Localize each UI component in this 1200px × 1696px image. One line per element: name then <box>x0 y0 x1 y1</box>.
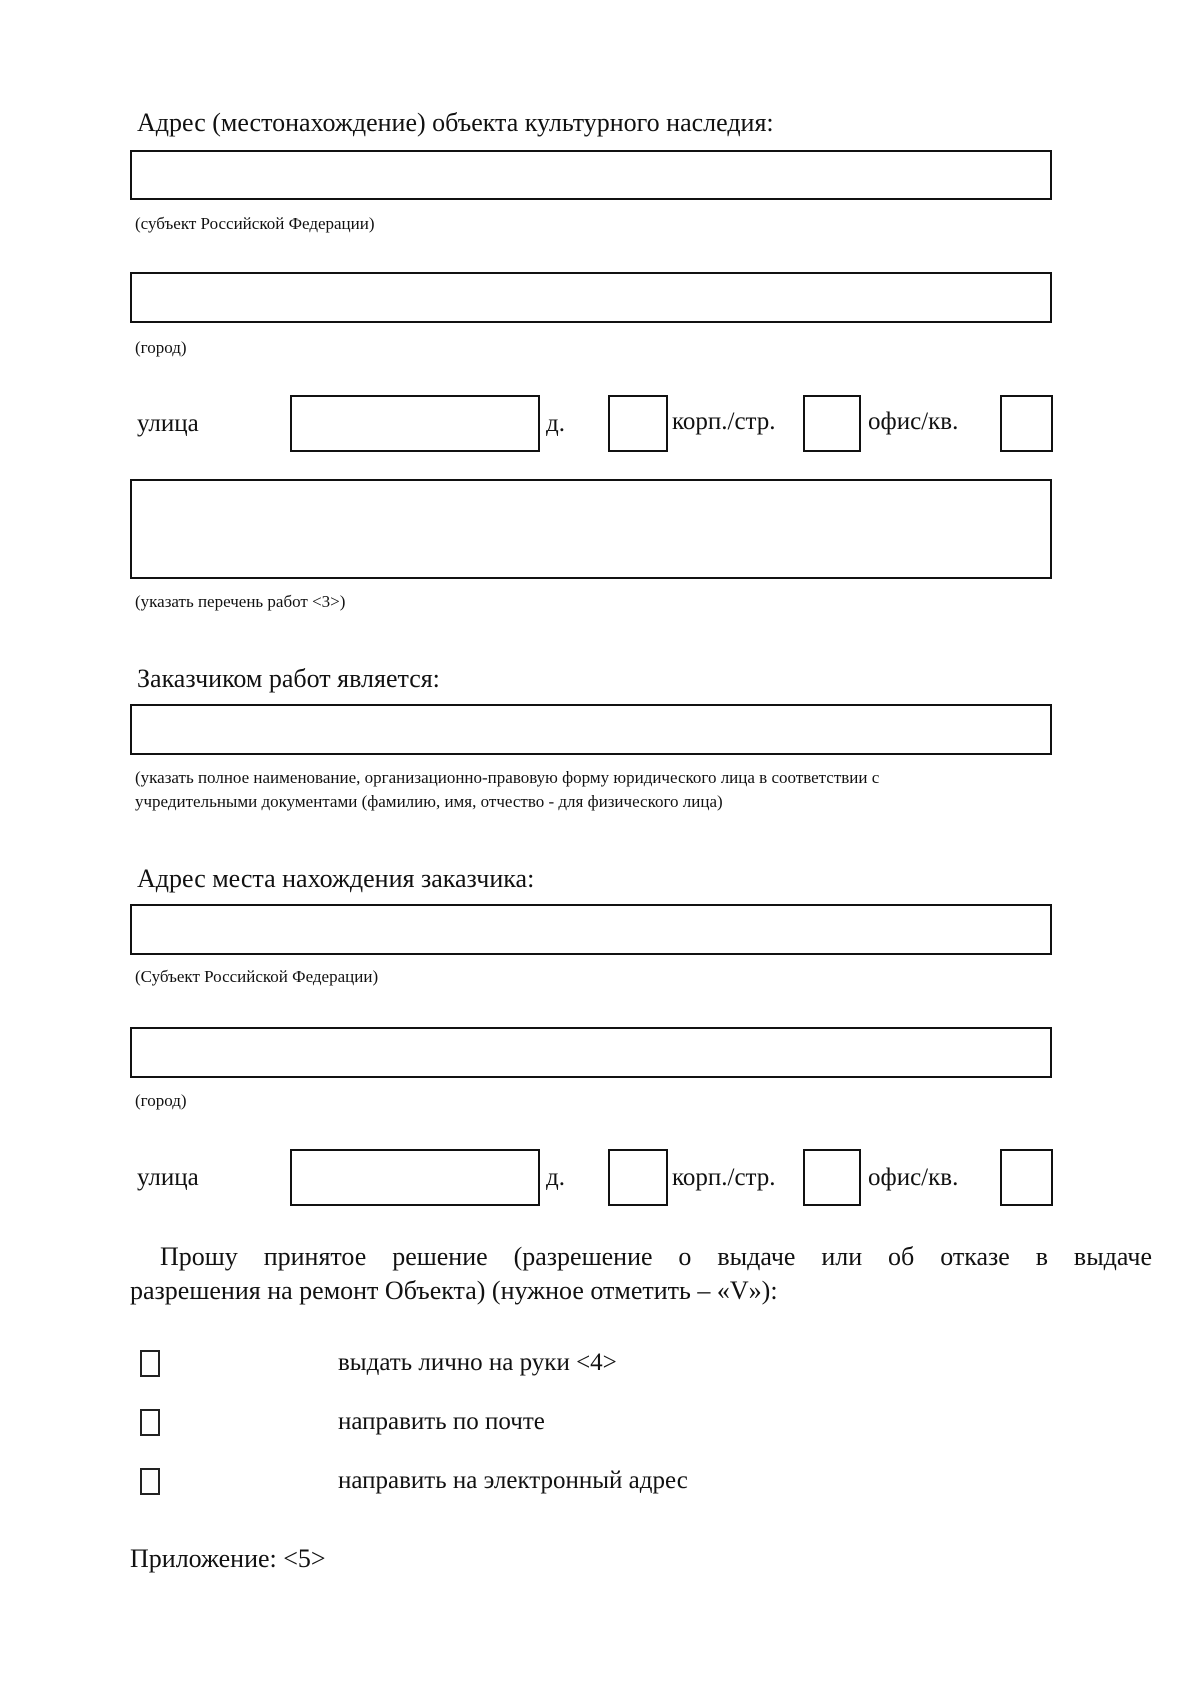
object-house-field[interactable] <box>608 395 668 452</box>
object-street-field[interactable] <box>290 395 540 452</box>
email-checkbox[interactable] <box>140 1468 160 1495</box>
object-city-caption: (город) <box>135 338 187 357</box>
object-address-heading: Адрес (местонахождение) объекта культурного наследия: <box>137 108 774 137</box>
customer-house-field[interactable] <box>608 1149 668 1206</box>
delivery-option-mail[interactable] <box>140 1409 160 1436</box>
customer-caption-line1: (указать полное наименование, организационно-правовую форму юридического лица в соответствии с <box>135 768 880 787</box>
customer-subject-field[interactable] <box>130 904 1052 955</box>
attachment-label: Приложение: <5> <box>130 1544 326 1573</box>
delivery-option-in-person[interactable] <box>140 1350 160 1377</box>
customer-city-caption: (город) <box>135 1091 187 1110</box>
object-subject-caption: (субъект Российской Федерации) <box>135 214 375 233</box>
customer-building-label: корп./стр. <box>672 1164 776 1191</box>
object-city-field[interactable] <box>130 272 1052 323</box>
delivery-option-mail-label: направить по почте <box>338 1408 545 1435</box>
delivery-option-email[interactable] <box>140 1468 160 1495</box>
mail-checkbox[interactable] <box>140 1409 160 1436</box>
customer-caption-line2: учредительными документами (фамилию, имя, отчество - для физического лица) <box>135 792 723 811</box>
object-office-label: офис/кв. <box>868 408 959 435</box>
customer-building-field[interactable] <box>803 1149 861 1206</box>
customer-house-label: д. <box>546 1164 565 1191</box>
object-street-label: улица <box>137 410 199 437</box>
customer-street-field[interactable] <box>290 1149 540 1206</box>
object-building-field[interactable] <box>803 395 861 452</box>
delivery-option-in-person-label: выдать лично на руки <4> <box>338 1349 617 1376</box>
works-list-field[interactable] <box>130 479 1052 579</box>
customer-address-heading: Адрес места нахождения заказчика: <box>137 864 535 893</box>
object-house-label: д. <box>546 410 565 437</box>
object-building-label: корп./стр. <box>672 408 776 435</box>
customer-office-label: офис/кв. <box>868 1164 959 1191</box>
customer-office-field[interactable] <box>1000 1149 1053 1206</box>
customer-subject-caption: (Субъект Российской Федерации) <box>135 967 379 986</box>
customer-name-field[interactable] <box>130 704 1052 755</box>
object-subject-field[interactable] <box>130 150 1052 200</box>
request-line-1: Прошу принятое решение (разрешение о выдаче или об отказе в выдаче <box>160 1242 1152 1271</box>
object-office-field[interactable] <box>1000 395 1053 452</box>
in-person-checkbox[interactable] <box>140 1350 160 1377</box>
customer-street-label: улица <box>137 1164 199 1191</box>
works-list-caption: (указать перечень работ <3>) <box>135 592 346 611</box>
customer-city-field[interactable] <box>130 1027 1052 1078</box>
delivery-option-email-label: направить на электронный адрес <box>338 1467 688 1494</box>
request-line-2: разрешения на ремонт Объекта) (нужное отметить – «V»): <box>130 1276 778 1305</box>
customer-heading: Заказчиком работ является: <box>137 664 440 693</box>
